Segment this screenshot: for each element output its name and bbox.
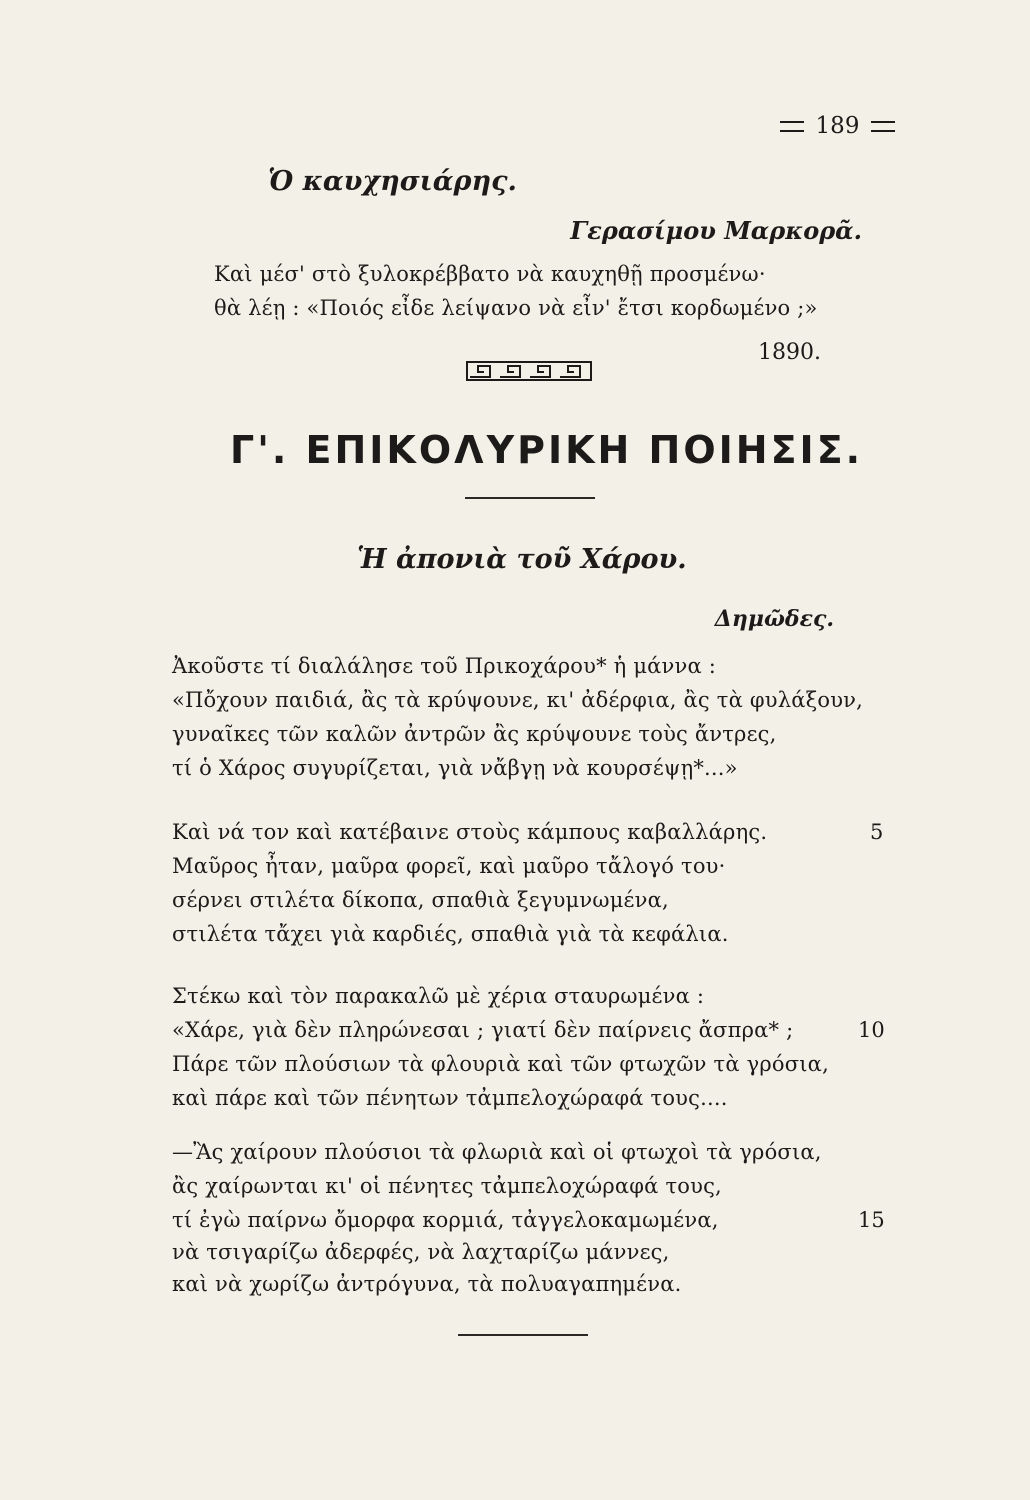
section-divider <box>465 497 595 499</box>
poem2-line: ἂς χαίρωνται κι' οἱ πένητες τἀμπελοχώραφά τους, <box>172 1174 722 1198</box>
line-number: 15 <box>858 1208 885 1232</box>
poem1-line: θὰ λέῃ : «Ποιός εἶδε λείψανο νὰ εἶν' ἔτσι κορδωμένο ;» <box>214 296 818 320</box>
poem1-title: Ὁ καυχησιάρης. <box>268 166 517 197</box>
poem1-line: Καὶ μέσ' στὸ ξυλοκρέββατο νὰ καυχηθῇ προσμένω· <box>214 262 766 286</box>
line-number: 5 <box>870 820 884 844</box>
poem2-line: Ἀκοῦστε τί διαλάλησε τοῦ Πρικοχάρου* ἡ μάννα : <box>172 654 717 678</box>
greek-key-ornament <box>466 361 592 381</box>
page-number: 189 <box>815 113 860 139</box>
poem2-line: σέρνει στιλέτα δίκοπα, σπαθιὰ ξεγυμνωμένα, <box>172 888 669 912</box>
poem2-line: καὶ νὰ χωρίζω ἀντρόγυνα, τὰ πολυαγαπημένα. <box>172 1272 682 1296</box>
poem2-line: στιλέτα τἄχει γιὰ καρδιές, σπαθιὰ γιὰ τὰ κεφάλια. <box>172 922 729 946</box>
page-number-dash-right <box>871 121 895 132</box>
poem2-line: γυναῖκες τῶν καλῶν ἀντρῶν ἂς κρύψουνε τοὺς ἄντρες, <box>172 722 777 746</box>
poem2-line: Μαῦρος ἦταν, μαῦρα φορεῖ, καὶ μαῦρο τἄλογό του· <box>172 854 726 878</box>
poem2-line: Πάρε τῶν πλούσιων τὰ φλουριὰ καὶ τῶν φτωχῶν τὰ γρόσια, <box>172 1052 829 1076</box>
poem2-title: Ἡ ἀπονιὰ τοῦ Χάρου. <box>357 544 687 575</box>
poem2-line: «Χάρε, γιὰ δὲν πληρώνεσαι ; γιατί δὲν παίρνεις ἄσπρα* ; <box>172 1018 794 1042</box>
poem2-line: —Ἂς χαίρουν πλούσιοι τὰ φλωριὰ καὶ οἱ φτωχοὶ τὰ γρόσια, <box>172 1140 822 1164</box>
poem1-author: Γερασίμου Μαρκορᾶ. <box>570 216 862 245</box>
poem2-line: τί ἐγὼ παίρνω ὄμορφα κορμιά, τἀγγελοκαμωμένα, <box>172 1208 719 1232</box>
poem2-line: νὰ τσιγαρίζω ἀδερφές, νὰ λαχταρίζω μάννες, <box>172 1240 670 1264</box>
poem2-line: Στέκω καὶ τὸν παρακαλῶ μὲ χέρια σταυρωμένα : <box>172 984 705 1008</box>
poem1-year: 1890. <box>758 340 821 365</box>
page-number-dash-left <box>780 121 804 132</box>
poem2-line: καὶ πάρε καὶ τῶν πένητων τἀμπελοχώραφά τους.... <box>172 1086 728 1110</box>
line-number: 10 <box>858 1018 885 1042</box>
end-divider <box>458 1334 588 1336</box>
poem2-author: Δημῶδες. <box>714 606 834 632</box>
poem2-line: Καὶ νά τον καὶ κατέβαινε στοὺς κάμπους καβαλλάρης. <box>172 820 768 844</box>
section-title: Γ'. ΕΠΙΚΟΛΥΡΙΚΗ ΠΟΙΗΣΙΣ. <box>230 428 864 472</box>
page-number-header <box>780 113 895 139</box>
poem2-line: «Πὄχουν παιδιά, ἂς τὰ κρύψουνε, κι' ἀδέρφια, ἂς τὰ φυλάξουν, <box>172 688 864 712</box>
poem2-line: τί ὁ Χάρος συγυρίζεται, γιὰ νἄβγῃ νὰ κουρσέψῃ*...» <box>172 756 738 780</box>
